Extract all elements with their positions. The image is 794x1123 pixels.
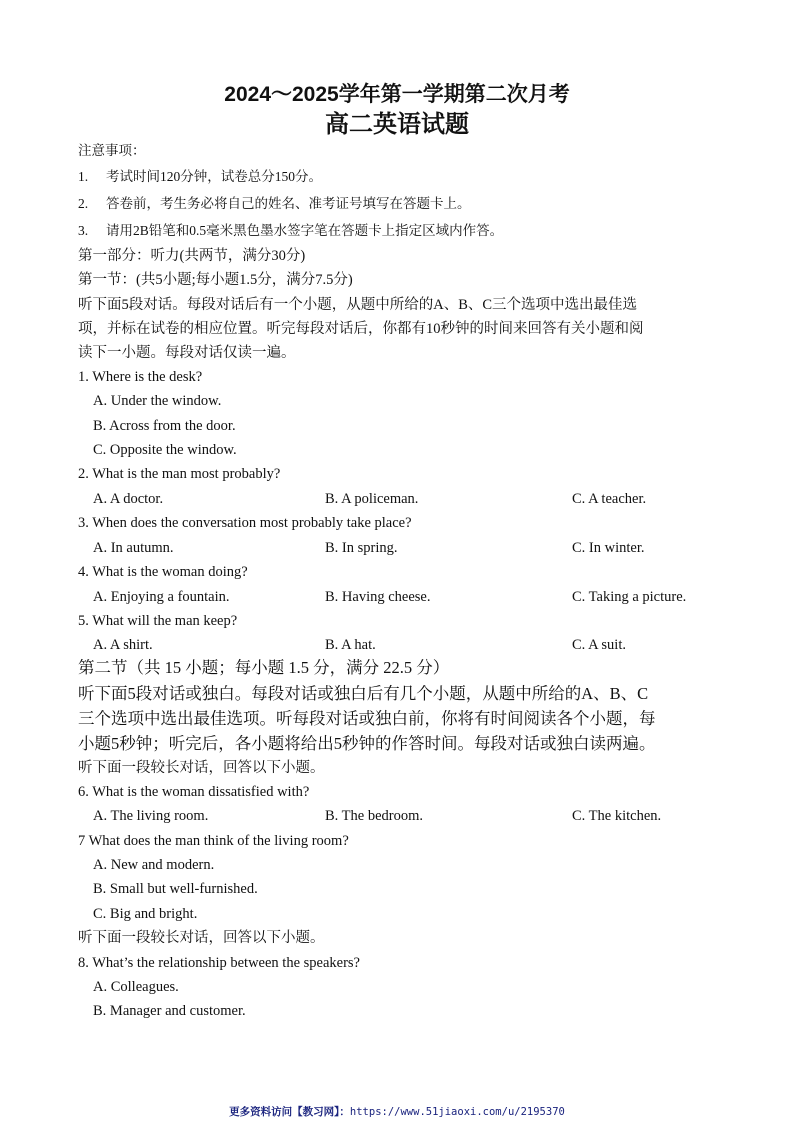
- instruction-line: 听下面5段对话。每段对话后有一个小题，从题中所给的A、B、C三个选项中选出最佳选: [78, 297, 638, 313]
- notice-item: 3. 请用2B铅笔和0.5毫米黑色墨水签字笔在答题卡上指定区域内作答。: [78, 223, 504, 238]
- footer-label: 更多资料访问【教习网】：: [229, 1106, 350, 1118]
- instruction-line: 项，并标在试卷的相应位置。听完每段对话后，你都有10秒钟的时间来回答有关小题和阅: [78, 321, 644, 337]
- option: A. Colleagues.: [93, 979, 179, 995]
- footer: [0, 1104, 794, 1119]
- subject-title: 高二英语试题: [325, 110, 469, 138]
- option: A. Enjoying a fountain.: [93, 589, 230, 605]
- question-2: 2. What is the man most probably?: [78, 466, 281, 482]
- option: B. In spring.: [325, 540, 398, 556]
- instruction-line: 小题5秒钟；听完后，各小题将给出5秒钟的作答时间。每段对话或独白读两遍。: [78, 734, 656, 753]
- option: C. A teacher.: [572, 491, 647, 507]
- option: C. A suit.: [572, 637, 626, 653]
- dialogue-note: 听下面一段较长对话，回答以下小题。: [78, 930, 325, 946]
- section-title: 第一节：(共5小题;每小题1.5分，满分7.5分): [78, 272, 353, 288]
- option: C. In winter.: [572, 540, 645, 556]
- notice-item: 2. 答卷前，考生务必将自己的姓名、准考证号填写在答题卡上。: [78, 196, 471, 211]
- part-title: 第一部分：听力(共两节，满分30分): [78, 248, 306, 264]
- instruction-line: 读下一小题。每段对话仅读一遍。: [78, 345, 296, 361]
- notice-heading: 注意事项：: [78, 143, 146, 158]
- question-7: 7 What does the man think of the living room?: [78, 833, 349, 849]
- question-5: 5. What will the man keep?: [78, 613, 238, 629]
- option: A. New and modern.: [93, 857, 215, 873]
- option: C. Taking a picture.: [572, 589, 687, 605]
- option: B. A policeman.: [325, 491, 419, 507]
- instruction-line: 三个选项中选出最佳选项。听每段对话或独白前，你将有时间阅读各个小题，每: [78, 709, 656, 728]
- option: B. Having cheese.: [325, 589, 431, 605]
- option: C. Big and bright.: [93, 906, 198, 922]
- question-1: 1. Where is the desk?: [78, 369, 203, 385]
- option: A. Under the window.: [93, 393, 222, 409]
- option: C. Opposite the window.: [93, 442, 237, 458]
- instruction-line: 听下面5段对话或独白。每段对话或独白后有几个小题，从题中所给的A、B、C: [78, 684, 649, 703]
- exam-title: 2024～2025学年第一学期第二次月考: [224, 83, 570, 106]
- option: B. The bedroom.: [325, 808, 423, 824]
- option: A. In autumn.: [93, 540, 174, 556]
- option: C. The kitchen.: [572, 808, 662, 824]
- question-6: 6. What is the woman dissatisfied with?: [78, 784, 310, 800]
- question-3: 3. When does the conversation most probably take place?: [78, 515, 412, 531]
- question-8: 8. What’s the relationship between the speakers?: [78, 955, 360, 971]
- option: B. Small but well-furnished.: [93, 881, 258, 897]
- option: A. A shirt.: [93, 637, 153, 653]
- section-title: 第二节（共 15 小题；每小题 1.5 分，满分 22.5 分）: [78, 658, 450, 677]
- option: B. Manager and customer.: [93, 1003, 246, 1019]
- option: B. A hat.: [325, 637, 376, 653]
- option: A. A doctor.: [93, 491, 164, 507]
- notice-item: 1. 考试时间120分钟，试卷总分150分。: [78, 169, 322, 184]
- footer-link[interactable]: https://www.51jiaoxi.com/u/2195370: [349, 1106, 565, 1118]
- option: B. Across from the door.: [93, 418, 236, 434]
- option: A. The living room.: [93, 808, 209, 824]
- dialogue-note: 听下面一段较长对话，回答以下小题。: [78, 760, 325, 776]
- question-4: 4. What is the woman doing?: [78, 564, 248, 580]
